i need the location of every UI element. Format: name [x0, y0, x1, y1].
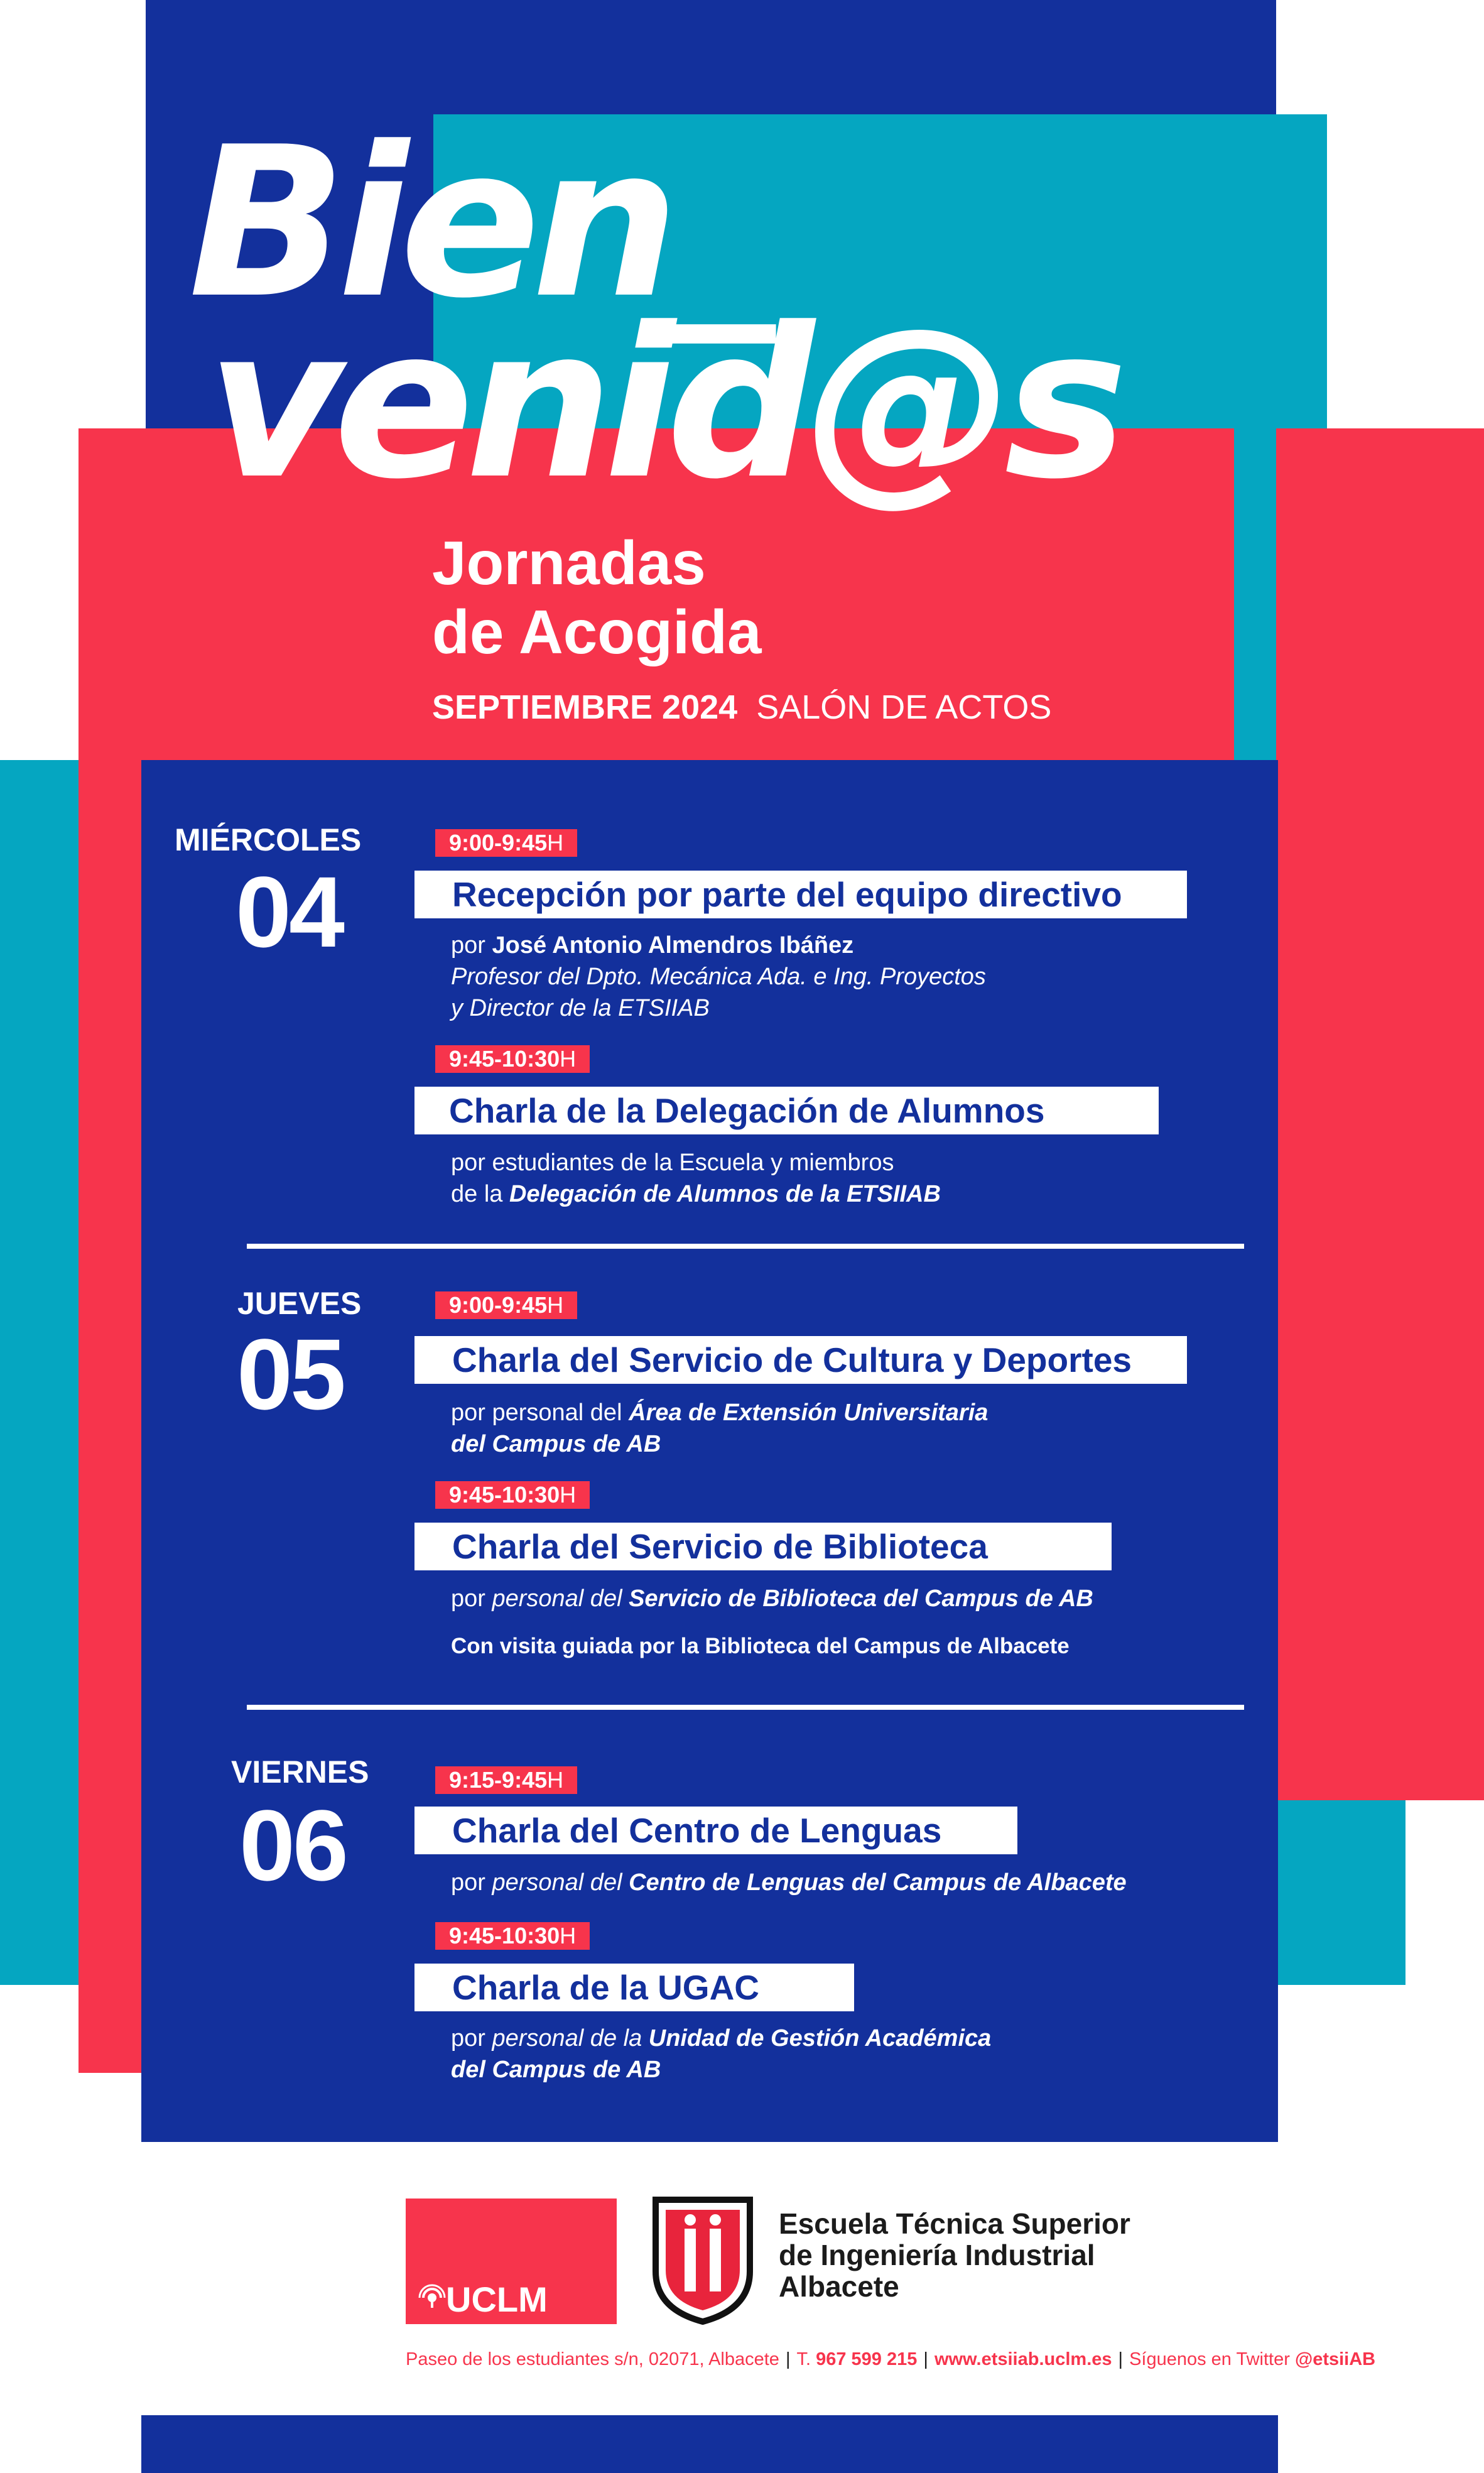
time-tag [435, 1291, 577, 1319]
etsiiab-shield-icon [652, 2196, 754, 2325]
title-line-2: venid@s [207, 283, 1119, 524]
time-unit: H [560, 1482, 577, 1508]
school-name-line-2: de Ingeniería Industrial [779, 2239, 1095, 2271]
background-red-left-block [79, 760, 146, 2073]
subtitle-line-1: Jornadas [432, 528, 706, 597]
desc-highlight: Servicio de Biblioteca del Campus de AB [629, 1585, 1093, 1612]
talk-description [451, 930, 986, 1024]
time-range: 9:45-10:30 [449, 1482, 560, 1508]
desc-highlight: Delegación de Alumnos de la ETSIIAB [509, 1181, 941, 1207]
day-number-wednesday: 04 [236, 856, 342, 968]
talk-title: Charla del Servicio de Cultura y Deportes [414, 1336, 1187, 1384]
desc-highlight: del Campus de AB [451, 2057, 661, 2083]
time-range: 9:00-9:45 [449, 830, 548, 856]
speaker-name: José Antonio Almendros Ibáñez [492, 932, 854, 959]
talk-description [451, 1397, 988, 1460]
time-range: 9:45-10:30 [449, 1923, 560, 1949]
time-unit: H [560, 1923, 577, 1949]
time-range: 9:00-9:45 [449, 1292, 548, 1318]
desc-text: personal del [492, 1869, 629, 1896]
talk-description [451, 1147, 941, 1210]
website-link[interactable]: www.etsiiab.uclm.es [934, 2349, 1112, 2369]
talk-description [451, 2023, 991, 2085]
phone-label: T. [796, 2349, 816, 2369]
uclm-wordmark: UCLM [446, 2280, 548, 2319]
desc-highlight: Centro de Lenguas del Campus de Albacete [629, 1869, 1127, 1896]
event-date-place [432, 688, 1051, 727]
talk-title: Charla del Centro de Lenguas [414, 1807, 1017, 1854]
time-unit: H [547, 1767, 564, 1793]
desc-highlight: Área de Extensión Universitaria [629, 1400, 988, 1426]
time-unit: H [547, 1292, 564, 1318]
talk-description [451, 1583, 1093, 1662]
time-range: 9:15-9:45 [449, 1767, 548, 1793]
school-name-line-3: Albacete [779, 2270, 899, 2303]
desc-text: personal del [492, 1585, 629, 1612]
desc-text: por personal del [451, 1400, 629, 1426]
desc-text: por [451, 932, 492, 959]
school-name-line-1: Escuela Técnica Superior [779, 2207, 1130, 2240]
talk-title: Charla del Servicio de Biblioteca [414, 1523, 1112, 1570]
school-name [779, 2208, 1130, 2302]
time-tag [435, 1922, 590, 1950]
day-name-friday: VIERNES [231, 1754, 369, 1790]
uclm-emblem-icon [418, 2281, 446, 2309]
time-tag [435, 1045, 590, 1073]
day-number-friday: 06 [239, 1789, 346, 1901]
time-range: 9:45-10:30 [449, 1046, 560, 1072]
day-name-wednesday: MIÉRCOLES [175, 822, 362, 857]
day-separator [247, 1705, 1244, 1710]
background-teal-bottom-block [1276, 1800, 1405, 1985]
desc-text: por [451, 1869, 492, 1896]
background-red-right-block [1276, 428, 1484, 1800]
talk-description [451, 1867, 1127, 1898]
talk-title: Recepción por parte del equipo directivo [414, 871, 1187, 918]
time-tag [435, 1481, 590, 1509]
subtitle [432, 529, 762, 667]
guided-visit-note: Con visita guiada por la Biblioteca del Campus de Albacete [451, 1634, 1070, 1658]
phone-number: 967 599 215 [816, 2349, 918, 2369]
contact-line: Paseo de los estudiantes s/n, 02071, Albacete | T. 967 599 215 | www.etsiiab.uclm.es | Síguenos en Twitter @etsiiAB [406, 2349, 1376, 2369]
event-date: SEPTIEMBRE 2024 [432, 688, 738, 726]
desc-highlight: Unidad de Gestión Académica [648, 2025, 992, 2052]
day-separator [247, 1244, 1244, 1249]
address: Paseo de los estudiantes s/n, 02071, Albacete [406, 2349, 779, 2369]
desc-text: por [451, 1585, 492, 1612]
desc-highlight: del Campus de AB [451, 1431, 661, 1457]
desc-text: de la [451, 1181, 509, 1207]
footer-navy-bar [141, 2415, 1278, 2473]
time-tag [435, 1766, 577, 1794]
title-line-1: Bien_ [188, 102, 766, 344]
talk-title: Charla de la Delegación de Alumnos [414, 1087, 1159, 1134]
time-unit: H [547, 830, 564, 856]
desc-text: por estudiantes de la Escuela y miembros [451, 1150, 894, 1176]
speaker-role-2: y Director de la ETSIIAB [451, 995, 710, 1021]
event-place: SALÓN DE ACTOS [756, 688, 1052, 726]
talk-title: Charla de la UGAC [414, 1964, 854, 2011]
time-unit: H [560, 1046, 577, 1072]
day-name-thursday: JUEVES [237, 1286, 362, 1321]
time-tag [435, 829, 577, 857]
twitter-label: Síguenos en Twitter [1129, 2349, 1295, 2369]
desc-text: personal de la [492, 2025, 649, 2052]
subtitle-line-2: de Acogida [432, 597, 762, 666]
day-number-thursday: 05 [237, 1318, 344, 1430]
speaker-role: Profesor del Dpto. Mecánica Ada. e Ing. Proyectos [451, 964, 986, 990]
desc-text: por [451, 2025, 492, 2052]
twitter-handle[interactable]: @etsiiAB [1294, 2349, 1376, 2369]
